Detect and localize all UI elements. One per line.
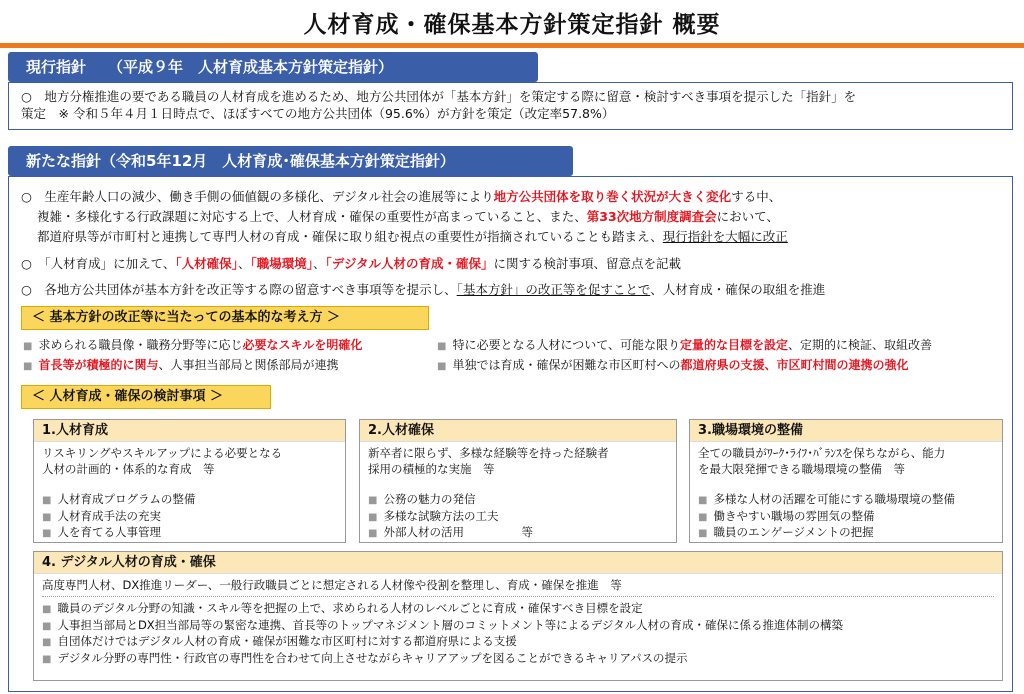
text-span: ○ 各地方公共団体が基本方針を改正等する際の留意すべき事項等を提示し、 xyxy=(21,282,457,297)
text-span: 都道府県等が市町村と連携して専門人材の育成・確保に取り組む視点の重要性が指摘されていることも踏まえ、 xyxy=(37,229,663,244)
card-description: 高度専門人材、DX推進リーダー、一般行政職員ごとに想定される人材像や役割を整理し、育成・確保を推進 等 xyxy=(42,578,622,592)
review-items-label: ＜ 人材育成・確保の検討事項 ＞ xyxy=(21,385,271,409)
text-span: 単独では育成・確保が困難な市区町村への xyxy=(452,358,681,372)
basic-approach-label-wrap xyxy=(21,306,429,330)
text-span: 、定期的に検証、取組改善 xyxy=(788,338,933,352)
text-span: ○ 「人材育成」に加えて、 xyxy=(21,256,176,271)
page-title: 人材育成・確保基本方針策定指針 概要 xyxy=(303,12,721,38)
card-description xyxy=(698,446,994,492)
underlined-text: 現行指針を大幅に改正 xyxy=(662,229,788,244)
square-bullet-icon: ■ xyxy=(42,620,52,632)
emphasis-text: 地方公共団体を取り巻く状況が大きく変化 xyxy=(493,189,732,204)
square-bullet-icon: ■ xyxy=(23,361,33,372)
current-guideline-subtitle: （平成９年 人材育成基本方針策定指針） xyxy=(108,58,394,76)
card-item xyxy=(42,509,337,526)
text-span: する中、 xyxy=(731,189,782,204)
current-guideline-text-1: ○ 地方分権推進の要である職員の人材育成を進めるため、地方公共団体が「基本方針」を策定する際に留意・検討すべき事項を提示した「指針」を xyxy=(21,89,857,104)
card-talent-development xyxy=(33,419,346,543)
card-item xyxy=(42,492,337,509)
title-divider xyxy=(0,43,1024,48)
square-bullet-icon: ■ xyxy=(698,511,708,523)
new-bullet-3 xyxy=(21,280,825,299)
text-span: において、 xyxy=(716,209,779,224)
text-span: 、 xyxy=(312,256,326,271)
text-span: ○ 生産年齢人口の減少、働き手側の価値観の多様化、デジタル社会の進展等により xyxy=(21,189,494,204)
card-item xyxy=(42,601,994,618)
card-item xyxy=(698,509,994,526)
review-items-label-wrap xyxy=(21,385,271,409)
new-bullet-1c xyxy=(37,227,788,246)
card-body xyxy=(34,442,345,542)
card-item xyxy=(368,509,668,526)
text-span: 人材育成手法の充実 xyxy=(57,508,161,523)
card-title: 4. デジタル人材の育成・確保 xyxy=(34,552,1002,574)
square-bullet-icon: ■ xyxy=(698,528,708,539)
basic-item-skills xyxy=(23,337,362,355)
new-guideline-box xyxy=(8,176,1013,692)
text-span: 求められる職員像・職務分野等に応じ xyxy=(38,338,243,352)
card-item xyxy=(368,525,668,542)
square-bullet-icon: ■ xyxy=(42,637,52,648)
card-description xyxy=(368,446,668,492)
basic-item-targets xyxy=(437,337,932,355)
underlined-text: 「基本方針」の改正等を促すことで xyxy=(456,282,651,297)
card-workplace-environment xyxy=(689,419,1003,543)
square-bullet-icon: ■ xyxy=(368,511,378,523)
emphasis-text: 「デジタル人材の育成・確保」 xyxy=(325,256,494,271)
card-digital-talent xyxy=(33,551,1003,681)
square-bullet-icon: ■ xyxy=(42,495,52,506)
card-description xyxy=(42,446,337,492)
card-desc-line: リスキリングやスキルアップによる必要となる xyxy=(42,446,283,460)
text-span: 働きやすい職場の雰囲気の整備 xyxy=(713,508,875,523)
card-desc-line: 全ての職員がﾜｰｸ･ﾗｲﾌ･ﾊﾞﾗﾝｽを保ちながら、能力 xyxy=(698,446,946,460)
card-item xyxy=(368,492,668,509)
card-body xyxy=(690,442,1002,542)
card-desc-line: 人材の計画的・体系的な育成 等 xyxy=(42,461,215,476)
text-span: に関する検討事項、留意点を記載 xyxy=(493,256,682,271)
card-item xyxy=(42,618,994,635)
card-desc-line: 採用の積極的な実施 等 xyxy=(368,461,495,476)
text-span: 多様な試験方法の工夫 xyxy=(383,508,499,523)
text-span: 、人事担当部局と関係部局が連携 xyxy=(158,358,339,372)
current-guideline-text-2: 策定 ※ 令和５年４月１日時点で、ほぼすべての地方公共団体（95.6%）が方針を策定（改定率57.8%） xyxy=(21,106,615,121)
square-bullet-icon: ■ xyxy=(368,495,378,506)
text-span: 人事担当部局とDX担当部局等の緊密な連携、首長等のトップマネジメント層のコミットメント等によるデジタル人材の育成・確保に係る推進体制の構築 xyxy=(57,617,843,632)
new-bullet-2 xyxy=(21,254,681,273)
emphasis-text: 都道府県の支援、市区町村間の連携の強化 xyxy=(680,358,909,372)
card-title: 1.人材育成 xyxy=(34,420,345,442)
card-title: 3.職場環境の整備 xyxy=(690,420,1002,442)
card-title: 2.人材確保 xyxy=(360,420,676,442)
basic-item-leadership xyxy=(23,357,338,375)
square-bullet-icon: ■ xyxy=(368,528,378,539)
square-bullet-icon: ■ xyxy=(437,341,447,352)
square-bullet-icon: ■ xyxy=(42,653,52,665)
basic-item-support xyxy=(437,357,908,375)
card-desc-line: を最大限発揮できる職場環境の整備 等 xyxy=(698,461,905,476)
card-item xyxy=(42,525,337,542)
new-bullet-1b xyxy=(37,207,779,226)
text-span: 、 xyxy=(237,256,251,271)
emphasis-text: 定量的な目標を設定 xyxy=(679,338,788,352)
square-bullet-icon: ■ xyxy=(42,511,52,523)
card-item xyxy=(42,651,994,668)
current-guideline-box xyxy=(8,82,1013,130)
emphasis-text: 第33次地方制度調査会 xyxy=(586,209,717,224)
text-span: 人を育てる人事管理 xyxy=(57,525,161,539)
emphasis-text: 「職場環境」 xyxy=(250,256,313,271)
card-desc-line: 新卒者に限らず、多様な経験等を持った経験者 xyxy=(368,446,609,460)
card-item xyxy=(698,525,994,542)
text-span: 自団体だけではデジタル人材の育成・確保が困難な市区町村に対する都道府県による支援 xyxy=(57,634,517,648)
new-guideline-header: 新たな指針（令和5年12月 人材育成･確保基本方針策定指針） xyxy=(8,146,573,176)
square-bullet-icon: ■ xyxy=(23,341,33,352)
text-span: 職員のエンゲージメントの把握 xyxy=(713,525,874,539)
text-span: 、人材育成・確保の取組を推進 xyxy=(650,282,826,297)
emphasis-text: 必要なスキルを明確化 xyxy=(242,338,363,352)
new-bullet-1a xyxy=(21,187,781,206)
square-bullet-icon: ■ xyxy=(437,361,447,372)
square-bullet-icon: ■ xyxy=(42,528,52,539)
square-bullet-icon: ■ xyxy=(42,604,52,615)
text-span: 職員のデジタル分野の知識・スキル等を把握の上で、求められる人材のレベルごとに育成・確保すべき目標を設定 xyxy=(57,601,643,615)
card-item xyxy=(42,634,994,651)
current-guideline-label: 現行指針 xyxy=(26,58,87,76)
current-guideline-header xyxy=(8,52,538,82)
emphasis-text: 「人材確保」 xyxy=(175,256,238,271)
text-span: 特に必要となる人材について、可能な限り xyxy=(452,338,680,352)
text-span: 複雑・多様化する行政課題に対応する上で、人材育成・確保の重要性が高まっていること、また、 xyxy=(37,209,587,224)
text-span: 公務の魅力の発信 xyxy=(383,492,476,506)
text-span: デジタル分野の専門性・行政官の専門性を合わせて向上させながらキャリアアップを図ることができるキャリアパスの提示 xyxy=(57,650,688,665)
square-bullet-icon: ■ xyxy=(698,495,708,506)
card-item xyxy=(698,492,994,509)
text-span: 外部人材の活用 等 xyxy=(383,525,533,539)
card-divider xyxy=(42,596,994,597)
card-body xyxy=(34,574,1002,667)
card-body xyxy=(360,442,676,542)
basic-approach-label: ＜ 基本方針の改正等に当たっての基本的な考え方 ＞ xyxy=(21,306,429,330)
text-span: 多様な人材の活躍を可能にする職場環境の整備 xyxy=(713,492,955,506)
emphasis-text: 首長等が積極的に関与 xyxy=(38,358,159,372)
text-span: 人材育成プログラムの整備 xyxy=(57,492,196,506)
card-talent-acquisition xyxy=(359,419,677,543)
